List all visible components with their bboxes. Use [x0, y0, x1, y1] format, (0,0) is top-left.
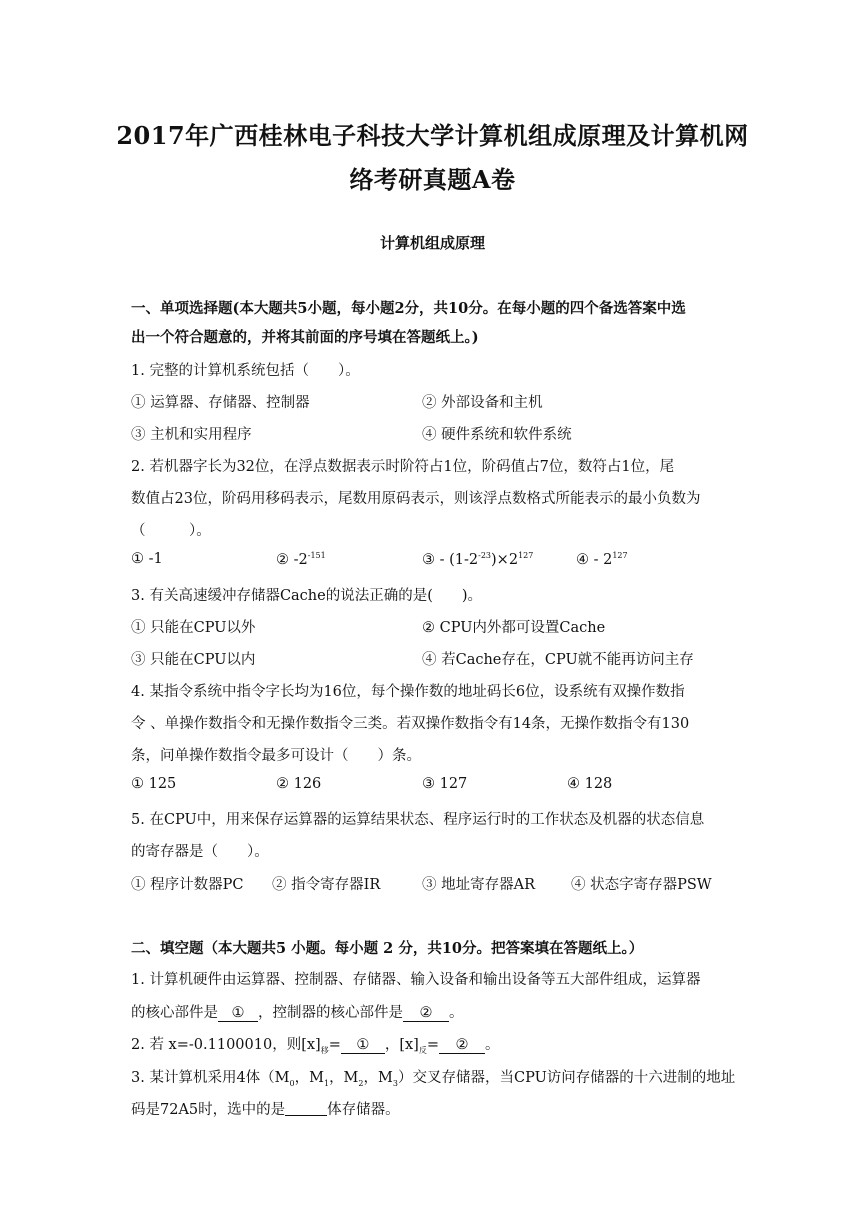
fill-q3-stem-line2 [131, 1098, 400, 1119]
fill-q2-prefix: 2. 若 x=-0.1100010，则[x] [131, 1037, 321, 1053]
q4-option-c: ③ 127 [422, 776, 468, 792]
q5-option-b: ② 指令寄存器IR [272, 877, 381, 893]
q4-stem-line1: 4. 某指令系统中指令字长均为16位，每个操作数的地址码长6位，设系统有双操作数指 [131, 684, 685, 700]
q4-stem-line2: 令 、单操作数指令和无操作数指令三类。若双操作数指令有14条，无操作数指令有130 [131, 716, 690, 732]
q2-option-d [576, 551, 628, 568]
fill-q3-text-d: 体存储器。 [327, 1102, 400, 1118]
fill-q3-sub3: 3 [392, 1078, 398, 1088]
fill-q1-blank2: ② [403, 1005, 449, 1022]
fill-q3-sub1: 1 [323, 1078, 330, 1088]
fill-q2-stem [131, 1033, 500, 1056]
q2-option-b-exponent: -151 [307, 551, 326, 560]
fill-q3-comma3: ，M [363, 1070, 393, 1086]
fill-q2-mid: ，[x] [384, 1037, 419, 1053]
fill-q1-blank1: ① [218, 1005, 258, 1022]
fill-q3-text-c: 码是72A5时，选中的是 [131, 1102, 286, 1118]
fill-q2-eq1: = [328, 1037, 341, 1053]
fill-q1-stem-line2 [131, 1001, 464, 1022]
fill-q3-text-a: 3. 某计算机采用4体（M [131, 1070, 290, 1086]
q4-option-a: ① 125 [131, 776, 177, 792]
q2-option-c-base: ③ - (1-2 [422, 551, 479, 568]
section-subtitle: 计算机组成原理 [379, 234, 485, 252]
fill-q2-end: 。 [485, 1037, 500, 1053]
q3-option-d: ④ 若Cache存在，CPU就不能再访问主存 [422, 652, 694, 668]
q1-option-a: ① 运算器、存储器、控制器 [131, 395, 310, 411]
q1-option-c: ③ 主机和实用程序 [131, 427, 252, 443]
q4-stem-line3: 条，问单操作数指令最多可设计（ ）条。 [131, 748, 421, 764]
q2-option-a: ① -1 [131, 551, 163, 567]
q2-option-c-exponent2: 127 [518, 551, 534, 560]
q2-stem-line3: （ ）。 [131, 523, 211, 539]
q5-option-d: ④ 状态字寄存器PSW [571, 877, 712, 893]
q2-stem-line1: 2. 若机器字长为32位，在浮点数据表示时阶符占1位，阶码值占7位，数符占1位，尾 [131, 459, 675, 475]
q3-stem: 3. 有关高速缓冲存储器Cache的说法正确的是( )。 [131, 588, 483, 604]
q2-option-c-exponent1: -23 [478, 551, 492, 560]
fill-q3-stem-line1 [131, 1066, 735, 1088]
section2-header: 二、填空题（本大题共5 小题。每小题 2 分，共10分。把答案填在答题纸上。） [131, 940, 644, 957]
q2-option-c [422, 551, 533, 568]
section1-header-line1: 一、单项选择题(本大题共5小题，每小题2分，共10分。在每小题的四个备选答案中选 [131, 300, 686, 317]
section1-header-line2: 出一个符合题意的，并将其前面的序号填在答题纸上。) [131, 329, 479, 346]
q1-option-d: ④ 硬件系统和软件系统 [422, 427, 572, 443]
document-title-line1: 2017年广西桂林电子科技大学计算机组成原理及计算机网 [116, 121, 749, 150]
document-title-line2: 络考研真题A卷 [349, 165, 516, 194]
q2-option-c-mid: )×2 [491, 551, 519, 568]
fill-q3-text-b: ）交叉存储器，当CPU访问存储器的十六进制的地址 [397, 1070, 736, 1086]
fill-q1-text-b: ，控制器的核心部件是 [258, 1005, 403, 1021]
fill-q2-sub2: 反 [418, 1045, 427, 1055]
q3-option-c: ③ 只能在CPU以内 [131, 652, 256, 668]
q5-stem-line2: 的寄存器是（ ）。 [131, 844, 269, 860]
q2-option-d-exponent: 127 [612, 551, 628, 560]
q2-option-b-base: ② -2 [276, 551, 308, 568]
fill-q3-sub0: 0 [289, 1078, 295, 1088]
q1-option-b: ② 外部设备和主机 [422, 395, 543, 411]
fill-q2-eq2: = [426, 1037, 439, 1053]
fill-q1-stem-line1: 1. 计算机硬件由运算器、控制器、存储器、输入设备和输出设备等五大部件组成，运算器 [131, 972, 701, 988]
q2-option-d-base: ④ - 2 [576, 551, 613, 568]
fill-q3-sub2: 2 [358, 1078, 364, 1088]
q2-stem-line2: 数值占23位，阶码用移码表示，尾数用原码表示，则该浮点数格式所能表示的最小负数为 [131, 491, 701, 507]
fill-q3-comma2: ，M [329, 1070, 359, 1086]
q4-option-d: ④ 128 [567, 776, 613, 792]
q3-option-a: ① 只能在CPU以外 [131, 620, 256, 636]
fill-q1-text-c: 。 [449, 1005, 464, 1021]
fill-q3-blank [285, 1101, 327, 1116]
fill-q2-blank2: ② [439, 1037, 485, 1054]
q2-option-b [276, 551, 326, 568]
q5-option-c: ③ 地址寄存器AR [422, 877, 535, 893]
q5-stem-line1: 5. 在CPU中，用来保存运算器的运算结果状态、程序运行时的工作状态及机器的状态信息 [131, 812, 705, 828]
fill-q3-comma1: ，M [294, 1070, 324, 1086]
q3-option-b: ② CPU内外都可设置Cache [422, 620, 606, 636]
fill-q2-blank1: ① [341, 1037, 385, 1054]
q1-stem: 1. 完整的计算机系统包括（ ）。 [131, 363, 360, 379]
q4-option-b: ② 126 [276, 776, 322, 792]
fill-q1-text-a: 的核心部件是 [131, 1005, 218, 1021]
fill-q2-sub1: 移 [320, 1045, 329, 1055]
q5-option-a: ① 程序计数器PC [131, 877, 244, 893]
